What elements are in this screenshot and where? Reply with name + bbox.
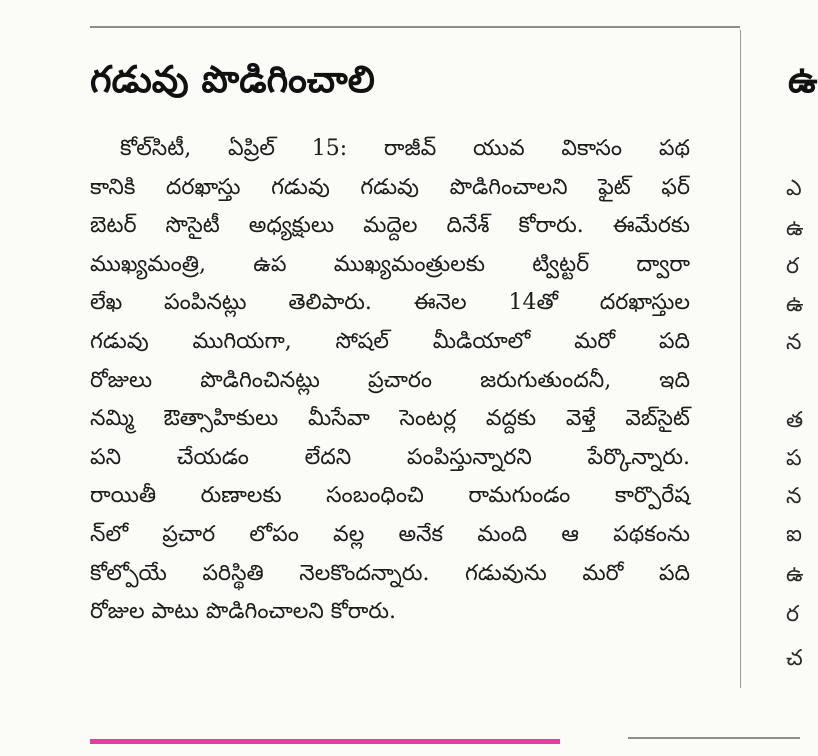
article-line: కోల్‌సిటీ, ఏప్రిల్ 15: రాజీవ్ యువ వికాసం పథ xyxy=(120,136,690,161)
article-line: రాయితీ రుణాలకు సంబంధించి రామగుండం కార్పొరేష xyxy=(90,483,690,509)
adjacent-line-fragment: ఉ xyxy=(786,292,804,317)
article-line: పని చేయడం లేదని పంపిస్తున్నారని పేర్కొన్నారు. xyxy=(90,444,690,470)
bottom-rule xyxy=(628,737,800,739)
adjacent-line-fragment: ర xyxy=(786,254,800,279)
adjacent-line-fragment: ఉ xyxy=(786,216,804,241)
adjacent-line-fragment: ఐ xyxy=(786,522,802,547)
article-body xyxy=(90,130,690,632)
accent-bar xyxy=(90,739,560,744)
article-line: కానికి దరఖాస్తు గడువు గడువు పొడిగించాలని ఫైట్ ఫర్ xyxy=(90,174,690,200)
adjacent-line-fragment: ర xyxy=(786,602,800,627)
adjacent-line-fragment: ప xyxy=(786,446,802,471)
article-line: రోజులు పొడిగించినట్లు ప్రచారం జరుగుతుందనీ, ఇది xyxy=(90,367,690,393)
article-headline: గడువు పొడిగించాలి xyxy=(90,58,375,101)
article-line: ముఖ్యమంత్రి, ఉప ముఖ్యమంత్రులకు ట్విట్టర్ ద్వారా xyxy=(90,251,690,277)
adjacent-line-fragment: చ xyxy=(786,646,803,671)
adjacent-line-fragment: ఉ xyxy=(786,562,804,587)
adjacent-line-fragment: న xyxy=(786,484,802,509)
adjacent-line-fragment: త xyxy=(786,408,804,433)
article-line: గడువు ముగియగా, సోషల్ మీడియాలో మరో పది xyxy=(90,328,690,354)
article-line: రోజుల పాటు పొడిగించాలని కోరారు. xyxy=(90,599,397,625)
top-rule xyxy=(90,26,740,28)
column-divider xyxy=(740,30,741,688)
article-line: బెటర్ సొసైటీ అధ్యక్షులు మద్దెల దినేశ్ కోరారు. ఈమేరకు xyxy=(90,213,690,239)
adjacent-article-column xyxy=(752,0,818,756)
article-line: కోల్పోయే పరిస్థితి నెలకొందన్నారు. గడువును మరో పది xyxy=(90,560,690,586)
adjacent-line-fragment: న xyxy=(786,330,802,355)
article-line: లేఖ పంపినట్లు తెలిపారు. ఈనెల 14తో దరఖాస్తుల xyxy=(90,290,690,316)
article-line: న్‌లో ప్రచార లోపం వల్ల అనేక మంది ఆ పథకంను xyxy=(90,521,690,547)
adjacent-line-fragment: ఎ xyxy=(786,176,802,201)
adjacent-headline-fragment: ఉ xyxy=(788,58,818,101)
article-line: నమ్మి ఔత్సాహికులు మీసేవా సెంటర్ల వద్దకు వెళ్తే వెబ్‌సైట్ xyxy=(90,406,690,432)
